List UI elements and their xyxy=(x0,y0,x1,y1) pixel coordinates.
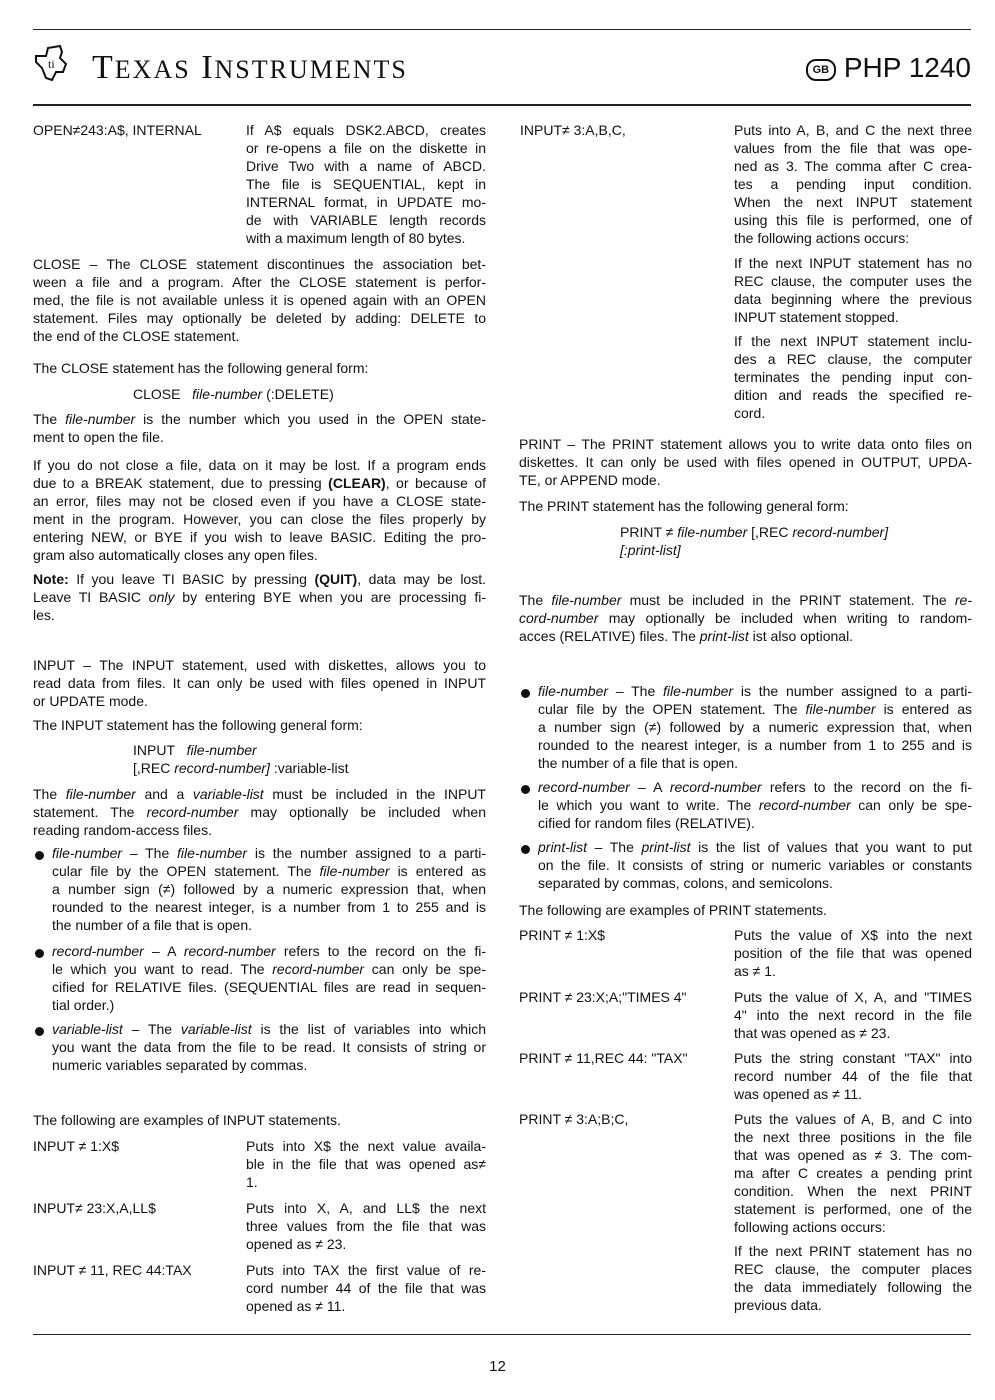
bullet-variable-list xyxy=(52,1021,486,1075)
text-line: Puts the string constant "TAX" into xyxy=(734,1050,972,1066)
svg-text:ti: ti xyxy=(48,57,55,71)
model-number: GB PHP 1240 xyxy=(806,50,971,86)
text-line: If you do not close a file, data on it may be lost. If a program ends xyxy=(33,457,486,473)
gb-badge-icon: GB xyxy=(806,59,836,81)
text-line: entering NEW, or BYE if you wish to leave BASIC. Editing the pro- xyxy=(33,529,486,545)
print-example-3-command: PRINT ≠ 11,REC 44: "TAX" xyxy=(519,1050,688,1066)
print-examples-intro: The following are examples of PRINT statements. xyxy=(519,902,827,918)
text-line: as ≠ 1. xyxy=(734,963,776,979)
text-line: 4" into the next record in the file xyxy=(734,1007,972,1023)
text-line: If the next INPUT statement inclu- xyxy=(734,333,972,349)
text-line: using this file is performed, one of xyxy=(734,212,972,228)
text-line: le which you want to read. The record-number can only be spe- xyxy=(52,961,486,977)
text-line: The file-number must be included in the PRINT statement. The re- xyxy=(519,592,972,608)
text-line: data beginning where the previous xyxy=(734,291,972,307)
text-line: the end of the CLOSE statement. xyxy=(33,328,240,344)
text-line: REC clause, the computer places xyxy=(734,1261,972,1277)
text-line: or UPDATE mode. xyxy=(33,693,148,709)
text-line: When the next INPUT statement xyxy=(734,194,972,210)
text-line: that was opened as ≠ 23. xyxy=(734,1025,891,1041)
open-example-desc xyxy=(246,122,486,248)
close-paragraph xyxy=(33,256,486,346)
text-line: record-number – A record-number refers to the record on the fi- xyxy=(538,779,972,795)
text-line: ment in the program. However, you can close the files properly by xyxy=(33,511,486,527)
text-line: opened as ≠ 11. xyxy=(246,1298,346,1314)
text-line: If the next PRINT statement has no xyxy=(734,1243,972,1259)
close-warning-paragraph xyxy=(33,457,486,565)
print-bullet-file-number xyxy=(538,683,972,773)
text-line: dition and reads the specified re- xyxy=(734,387,972,403)
input-example-3-command: INPUT ≠ 11, REC 44:TAX xyxy=(33,1262,192,1278)
bullet-icon xyxy=(521,785,530,794)
text-line: on the file. It consists of string or numeric variables or constants xyxy=(538,857,972,873)
print-example-2-command: PRINT ≠ 23:X;A;"TIMES 4" xyxy=(519,989,687,1005)
text-line: file-number – The file-number is the number assigned to a parti- xyxy=(538,683,972,699)
text-line: INTERNAL format, in UPDATE mo- xyxy=(246,194,486,210)
text-line: REC clause, the computer uses the xyxy=(734,273,972,289)
text-line: cord number 44 of the file that was xyxy=(246,1280,486,1296)
text-line: ma after C creates a pending print xyxy=(734,1165,972,1181)
text-line: cular file by the OPEN statement. The file-number is entered as xyxy=(538,701,972,717)
text-line: 1. xyxy=(246,1174,258,1190)
print-general-form-line2: [:print-list] xyxy=(620,542,681,558)
print-example-4-command: PRINT ≠ 3:A;B;C, xyxy=(519,1111,629,1127)
texas-instruments-logo-icon xyxy=(30,42,80,84)
text-line: Note: If you leave TI BASIC by pressing (QUIT), data may be lost. xyxy=(33,571,486,587)
text-line: PRINT – The PRINT statement allows you to write data onto files on xyxy=(519,436,972,452)
text-line: Puts the values of A, B, and C into xyxy=(734,1111,972,1127)
print-paragraph xyxy=(519,436,972,490)
text-line: record-number – A record-number refers to the record on the fi- xyxy=(52,943,486,959)
text-line: following actions occurs: xyxy=(734,1219,886,1235)
text-line: les. xyxy=(33,607,55,623)
text-line: numeric variables separated by commas. xyxy=(52,1057,308,1073)
text-line: the next three positions in the file xyxy=(734,1129,972,1145)
text-line: diskettes. It can only be used with files opened in OUTPUT, UPDA- xyxy=(519,454,972,470)
text-line: Puts into TAX the first value of re- xyxy=(246,1262,486,1278)
text-line: values from the file that was ope- xyxy=(734,140,972,156)
text-line: ned as 3. The comma after C crea- xyxy=(734,158,972,174)
input-example-2-command: INPUT≠ 23:X,A,LL$ xyxy=(33,1200,156,1216)
text-line: statement is performed, one of the xyxy=(734,1201,972,1217)
text-line: due to a BREAK statement, due to pressing (CLEAR), or because of xyxy=(33,475,486,491)
text-line: a number sign (≠) followed by a numeric expression that, when xyxy=(538,719,972,735)
text-line: previous data. xyxy=(734,1297,822,1313)
text-line: was opened as ≠ 11. xyxy=(734,1086,863,1102)
text-line: condition. When the next PRINT xyxy=(734,1183,972,1199)
close-form-intro: The CLOSE statement has the following general form: xyxy=(33,360,369,376)
text-line: rounded to the nearest integer, is a number from 1 to 255 and is xyxy=(52,899,486,915)
open-example-command: OPEN≠243:A$, INTERNAL xyxy=(33,122,202,138)
file-number-paragraph xyxy=(33,411,486,447)
text-line: with a maximum length of 80 bytes. xyxy=(246,230,466,246)
print-example-3-desc xyxy=(734,1050,972,1104)
text-line: Puts into X$ the next value availa- xyxy=(246,1138,486,1154)
text-line: If the next INPUT statement has no xyxy=(734,255,972,271)
text-line: Puts the value of X, A, and "TIMES xyxy=(734,989,972,1005)
input-general-form-line1: INPUT file-number xyxy=(133,742,257,758)
text-line: cord-number may optionally be included when writing to random- xyxy=(519,610,972,626)
text-line: three values from the file that was xyxy=(246,1218,486,1234)
text-line: ble in the file that was opened as≠ xyxy=(246,1156,486,1172)
print-example-4-desc xyxy=(734,1111,972,1237)
text-line: le which you want to write. The record-number can only be spe- xyxy=(538,797,972,813)
text-line: Puts into X, A, and LL$ the next xyxy=(246,1200,486,1216)
text-line: Puts into A, B, and C the next three xyxy=(734,122,972,138)
text-line: or re-opens a file on the diskette in xyxy=(246,140,486,156)
text-line: the number of a file that is open. xyxy=(52,917,253,933)
text-line: INPUT statement stopped. xyxy=(734,309,899,325)
input-examples-intro: The following are examples of INPUT statements. xyxy=(33,1112,341,1128)
text-line: read data from files. It can only be used with files opened in INPUT xyxy=(33,675,486,691)
header-rule xyxy=(33,104,971,106)
text-line: gram also automatically closes any open files. xyxy=(33,547,318,563)
input-3-command: INPUT≠ 3:A,B,C, xyxy=(520,122,626,138)
input-3-case-a xyxy=(734,255,972,327)
print-example-1-command: PRINT ≠ 1:X$ xyxy=(519,927,606,943)
print-bullet-record-number xyxy=(538,779,972,833)
print-form-intro: The PRINT statement has the following general form: xyxy=(519,498,849,514)
text-line: cord. xyxy=(734,405,766,421)
text-line: that was opened as ≠ 3. The com- xyxy=(734,1147,972,1163)
text-line: If A$ equals DSK2.ABCD, creates xyxy=(246,122,486,138)
input-example-1-command: INPUT ≠ 1:X$ xyxy=(33,1138,120,1154)
text-line: a number sign (≠) followed by a numeric expression that, when xyxy=(52,881,486,897)
text-line: you want the data from the file to be read. It consists of string or xyxy=(52,1039,486,1055)
text-line: an error, files may not be closed even if you have a CLOSE state- xyxy=(33,493,486,509)
page-number: 12 xyxy=(489,1358,506,1375)
input-3-desc xyxy=(734,122,972,248)
text-line: the number of a file that is open. xyxy=(538,755,739,771)
text-line: rounded to the nearest integer, is a number from 1 to 255 and is xyxy=(538,737,972,753)
text-line: de with VARIABLE length records xyxy=(246,212,486,228)
text-line: ween a file and a program. After the CLOSE statement is perfor- xyxy=(33,274,486,290)
text-line: The file-number and a variable-list must be included in the INPUT xyxy=(33,786,486,802)
footer-rule xyxy=(33,1334,971,1335)
text-line: med, the file is not available unless it is opened again with an OPEN xyxy=(33,292,486,308)
bullet-icon xyxy=(35,949,44,958)
text-line: The file-number is the number which you used in the OPEN state- xyxy=(33,411,486,427)
text-line: the data immediately following the xyxy=(734,1279,972,1295)
close-general-form: CLOSE file-number (:DELETE) xyxy=(133,386,334,402)
text-line: cified for RELATIVE files. (SEQUENTIAL files are read in sequen- xyxy=(52,979,486,995)
text-line: TE, or APPEND mode. xyxy=(519,472,661,488)
text-line: tial order.) xyxy=(52,997,115,1013)
input-example-2-desc xyxy=(246,1200,486,1254)
bullet-icon xyxy=(35,1027,44,1036)
bullet-icon xyxy=(521,689,530,698)
text-line: cular file by the OPEN statement. The file-number is entered as xyxy=(52,863,486,879)
print-bullet-print-list xyxy=(538,839,972,893)
brand-name: TEXAS INSTRUMENTS xyxy=(92,49,408,86)
input-example-1-desc xyxy=(246,1138,486,1192)
bullet-record-number xyxy=(52,943,486,1015)
text-line: terminates the pending input con- xyxy=(734,369,972,385)
text-line: separated by commas, colons, and semicolons. xyxy=(538,875,833,891)
note-paragraph xyxy=(33,571,486,625)
bullet-icon xyxy=(35,851,44,860)
print-example-4-case xyxy=(734,1243,972,1315)
input-general-form-line2: [,REC record-number] :variable-list xyxy=(133,760,349,776)
print-must-paragraph xyxy=(519,592,972,646)
text-line: The file is SEQUENTIAL, kept in xyxy=(246,176,486,192)
text-line: variable-list – The variable-list is the list of variables into which xyxy=(52,1021,486,1037)
print-general-form-line1: PRINT ≠ file-number [,REC record-number] xyxy=(620,524,889,540)
input-form-intro: The INPUT statement has the following general form: xyxy=(33,717,363,733)
input-paragraph xyxy=(33,657,486,711)
text-line: file-number – The file-number is the number assigned to a parti- xyxy=(52,845,486,861)
text-line: print-list – The print-list is the list of values that you want to put xyxy=(538,839,972,855)
text-line: position of the file that was opened xyxy=(734,945,972,961)
text-line: CLOSE – The CLOSE statement discontinues the association bet- xyxy=(33,256,486,272)
text-line: record number 44 of the file that xyxy=(734,1068,972,1084)
text-line: statement. The record-number may optionally be included when xyxy=(33,804,486,820)
text-line: ment to open the file. xyxy=(33,429,164,445)
print-example-1-desc xyxy=(734,927,972,981)
text-line: statement. Files may optionally be deleted by adding: DELETE to xyxy=(33,310,486,326)
input-3-case-b xyxy=(734,333,972,423)
input-must-paragraph xyxy=(33,786,486,840)
text-line: Leave TI BASIC only by entering BYE when you are processing fi- xyxy=(33,589,486,605)
text-line: cified for random files (RELATIVE). xyxy=(538,815,755,831)
text-line: acces (RELATIVE) files. The print-list ist also optional. xyxy=(519,628,854,644)
text-line: INPUT – The INPUT statement, used with diskettes, allows you to xyxy=(33,657,486,673)
text-line: Puts the value of X$ into the next xyxy=(734,927,972,943)
text-line: des a REC clause, the computer xyxy=(734,351,972,367)
input-example-3-desc xyxy=(246,1262,486,1316)
text-line: the following actions occurs: xyxy=(734,230,910,246)
print-example-2-desc xyxy=(734,989,972,1043)
bullet-file-number xyxy=(52,845,486,935)
bullet-icon xyxy=(521,845,530,854)
text-line: opened as ≠ 23. xyxy=(246,1236,347,1252)
top-rule xyxy=(33,29,971,30)
text-line: Drive Two with a name of ABCD. xyxy=(246,158,486,174)
text-line: tes a pending input condition. xyxy=(734,176,972,192)
text-line: reading random-access files. xyxy=(33,822,212,838)
